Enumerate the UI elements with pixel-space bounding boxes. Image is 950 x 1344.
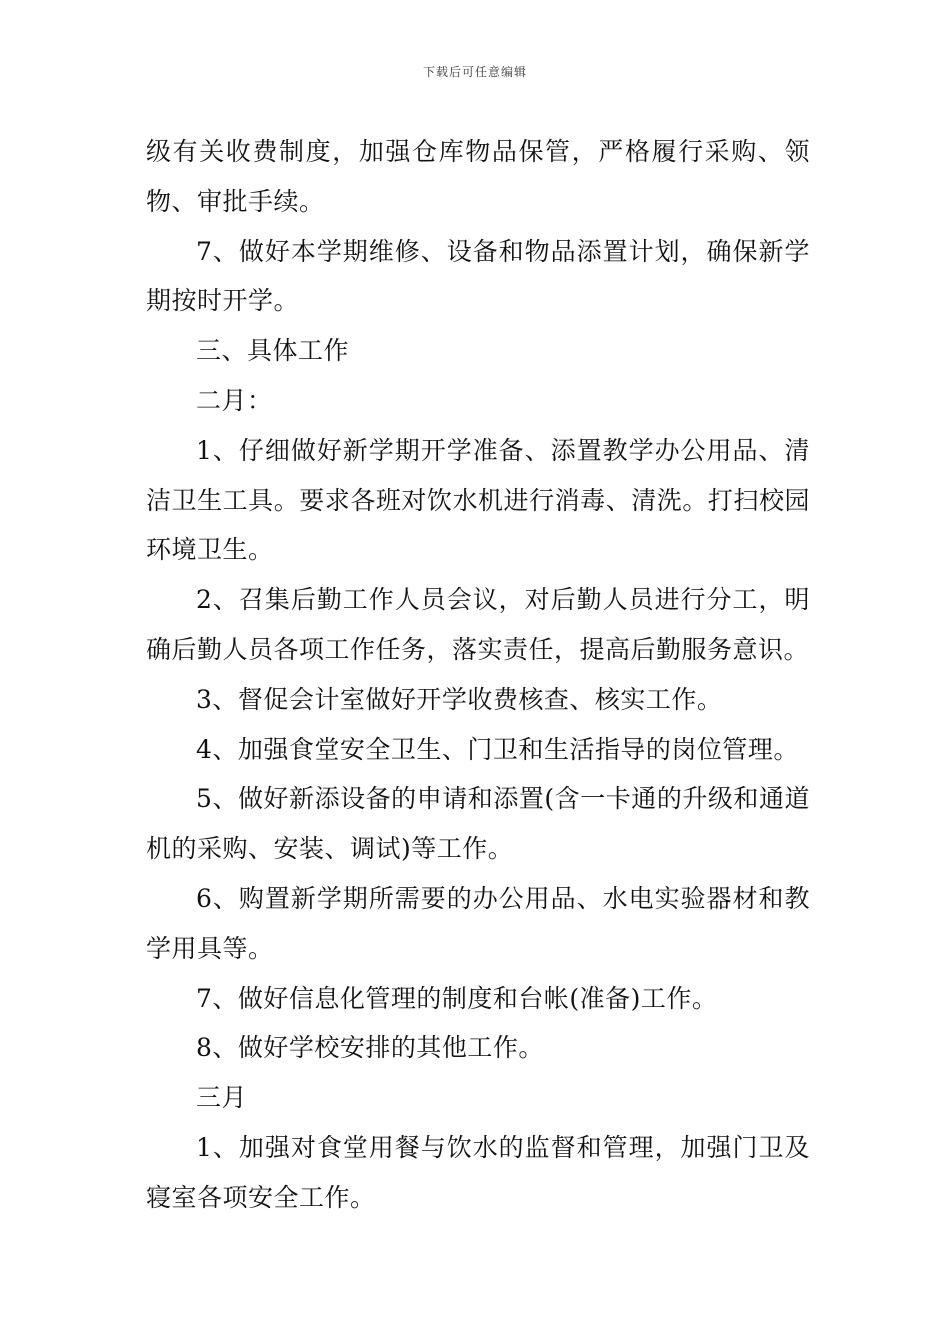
paragraph: 8、做好学校安排的其他工作。 [196, 1033, 544, 1063]
month-heading: 三月 [196, 1083, 248, 1113]
paragraph: 7、做好信息化管理的制度和台帐(准备)工作。 [196, 983, 718, 1013]
paragraph: 1、仔细做好新学期开学准备、添置教学办公用品、清洁卫生工具。要求各班对饮水机进行消毒、清洗。打扫校园环境卫生。 [146, 435, 810, 565]
paragraph: 5、做好新添设备的申请和添置(含一卡通的升级和通道机的采购、安装、调试)等工作。 [146, 784, 810, 864]
paragraph: 1、加强对食堂用餐与饮水的监督和管理，加强门卫及寝室各项安全工作。 [146, 1132, 810, 1212]
paragraph: 2、召集后勤工作人员会议，对后勤人员进行分工，明确后勤人员各项工作任务，落实责任，提高后勤服务意识。 [146, 585, 810, 664]
paragraph: 3、督促会计室做好开学收费核查、核实工作。 [196, 684, 723, 714]
month-heading: 二月： [196, 385, 273, 415]
document-body [146, 127, 810, 1223]
page-header: 下载后可任意编辑 [422, 65, 527, 79]
section-heading: 三、具体工作 [196, 336, 350, 366]
paragraph: 4、加强食堂安全卫生、门卫和生活指导的岗位管理。 [196, 734, 799, 764]
paragraph: 7、做好本学期维修、设备和物品添置计划，确保新学期按时开学。 [146, 236, 810, 316]
paragraph: 6、购置新学期所需要的办公用品、水电实验器材和教学用具等。 [146, 883, 810, 963]
paragraph: 级有关收费制度，加强仓库物品保管，严格履行采购、领物、审批手续。 [146, 137, 810, 216]
